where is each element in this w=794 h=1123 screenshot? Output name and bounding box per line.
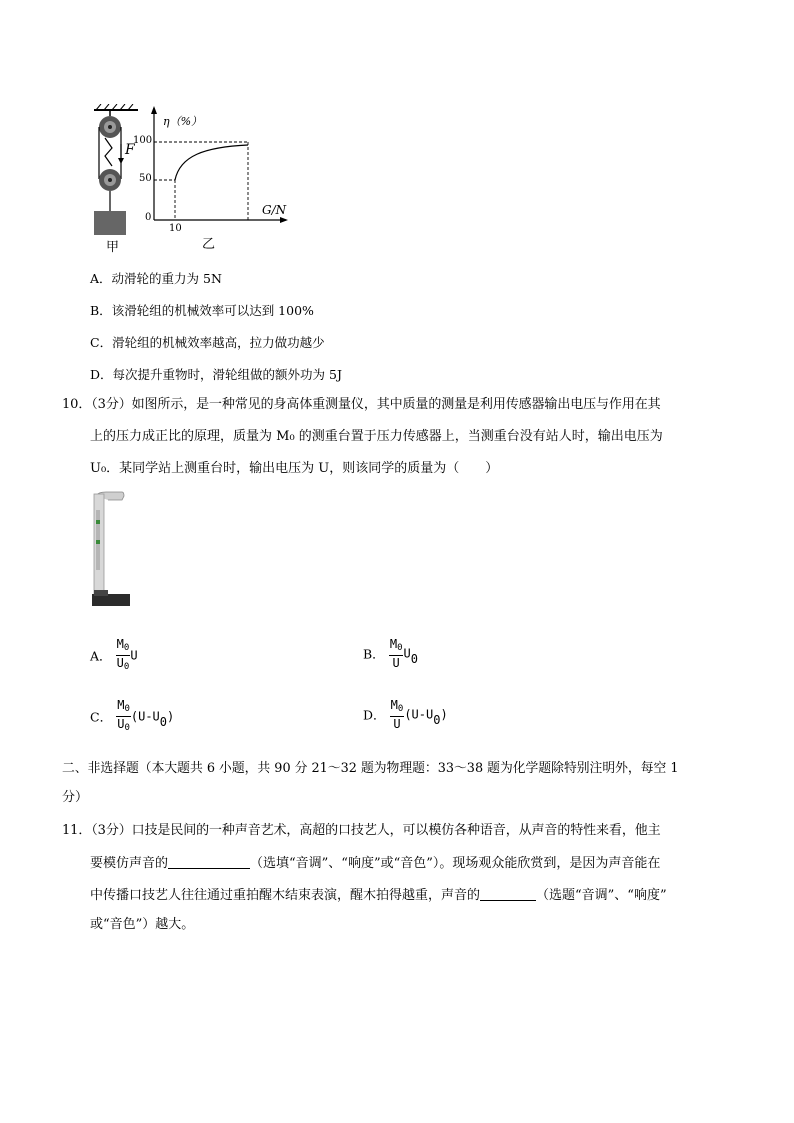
dashed-guides xyxy=(154,142,248,220)
option-letter: C． xyxy=(90,335,113,350)
weight-block xyxy=(94,211,126,235)
q10-line-3: U₀．某同学站上测重台时，输出电压为 U，则该同学的质量为（ ） xyxy=(90,461,499,476)
q10-option-b: B． $\frac{M_0}{U}$ U0 xyxy=(363,637,418,670)
q11-line-3: 中传播口技艺人往往通过重拍醒木结束表演，醒木拍得越重，声音的 （选题“音调”、“响度” xyxy=(90,888,667,903)
q10-line-1: 10．（3分）如图所示，是一种常见的身高体重测量仪，其中质量的测量是利用传感器输出电压与作用在其 xyxy=(62,397,661,412)
figure-caption-jia: 甲 xyxy=(106,240,120,255)
section-2-heading-line-2: 分） xyxy=(62,790,89,805)
movable-pulley xyxy=(99,169,121,191)
q10-option-a xyxy=(90,637,138,674)
q9-option-a xyxy=(90,270,222,288)
q10-option-d: D． $\frac{M_0}{U}$ (U-U0) xyxy=(363,698,448,731)
option-text: 该滑轮组的机械效率可以达到 100% xyxy=(111,303,314,318)
option-tail: U xyxy=(403,646,411,661)
figure-caption-yi: 乙 xyxy=(202,237,216,252)
y-tick-50: 50 xyxy=(139,173,152,184)
option-letter: B． xyxy=(363,646,385,662)
answer-blank-2[interactable] xyxy=(480,886,536,901)
fraction: $\frac{M_0}{U}$ xyxy=(389,637,403,670)
option-text: 滑轮组的机械效率越高，拉力做功越少 xyxy=(112,335,325,350)
fraction: $\frac{M_0}{U_0}$ xyxy=(116,637,130,672)
ceiling-hatch xyxy=(94,104,138,110)
option-tail: U xyxy=(130,648,138,663)
option-letter: A． xyxy=(90,648,112,664)
q11-line-4: 或“音色”）越大。 xyxy=(90,917,195,932)
option-tail: (U-U xyxy=(404,707,434,722)
q10-line-2: 上的压力成正比的原理，质量为 M₀ 的测重台置于压力传感器上，当测重台没有站人时，输出电压为 xyxy=(90,429,663,444)
q11-line-1: 11．（3分）口技是民间的一种声音艺术，高超的口技艺人，可以模仿各种语音，从声音的特性来看，他主 xyxy=(62,823,661,838)
option-letter: B． xyxy=(90,303,112,318)
option-text: 每次提升重物时，滑轮组做的额外功为 5J xyxy=(112,367,342,382)
option-letter: A． xyxy=(90,271,112,286)
fixed-pulley xyxy=(99,116,121,138)
q11-line-2: 要模仿声音的 （选填“音调”、“响度”或“音色”）。现场观众能欣赏到，是因为声音能在 xyxy=(90,856,661,871)
q9-option-b xyxy=(90,302,314,320)
force-label: F xyxy=(125,142,135,158)
efficiency-curve xyxy=(175,145,248,180)
answer-blank-1[interactable] xyxy=(168,854,250,869)
x-axis-label: G/N xyxy=(262,203,287,217)
option-letter: D． xyxy=(363,707,386,723)
x-tick-10: 10 xyxy=(169,223,182,234)
q9-option-c xyxy=(90,334,325,352)
option-letter: D． xyxy=(90,367,113,382)
option-letter: C． xyxy=(90,709,113,725)
fraction: $\frac{M_0}{U}$ xyxy=(390,698,404,731)
section-2-heading-line-1: 二、非选择题（本大题共 6 小题，共 90 分 21～32 题为物理题：33～38 题为化学题除特别注明外，每空 1 xyxy=(62,761,679,776)
q10-option-c: C． $\frac{M_0}{U_0}$ (U-U0) xyxy=(90,698,175,733)
y-axis-label: η（%） xyxy=(163,115,203,128)
q9-option-d xyxy=(90,366,342,384)
fraction: $\frac{M_0}{U_0}$ xyxy=(117,698,130,733)
option-text: 动滑轮的重力为 5N xyxy=(111,271,222,286)
y-tick-0: 0 xyxy=(145,212,152,223)
force-arrow xyxy=(118,144,124,164)
height-weight-scale-image xyxy=(88,490,138,615)
option-tail: (U-U xyxy=(130,709,160,724)
y-tick-100: 100 xyxy=(133,135,153,146)
